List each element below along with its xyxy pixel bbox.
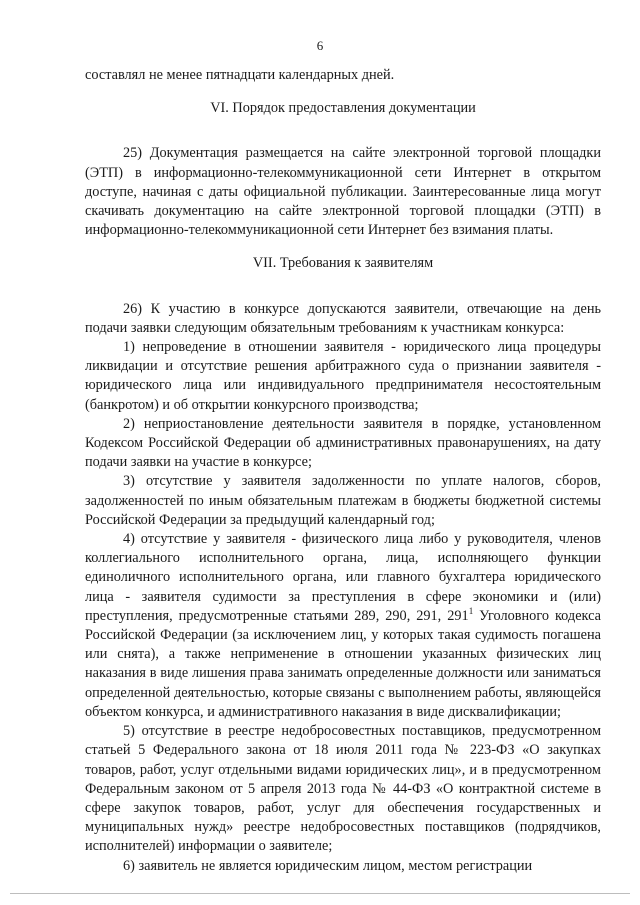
spacer [85,132,601,144]
section-7-title: VII. Требования к заявителям [252,255,434,272]
paragraph-26: 26) К участию в конкурсе допускаются заявители, отвечающие на день подачи заявки следующим обязательным требованиям к участникам конкурса: [85,300,601,336]
paragraph-25: 25) Документация размещается на сайте электронной торговой площадки (ЭТП) в информационно-телекоммуникационной сети Интернет в открытом доступе, начиная с даты официальной публикации. Заинтересованные лица могут скачивать документацию на сайте электронной торговой площадки (ЭТП) в информационно-телекоммуникационной сети Интернет без взимания платы. [85,145,601,239]
requirement-3: 3) отсутствие у заявителя задолженности по уплате налогов, сборов, задолженностей по иным обязательным платежам в бюджеты бюджетной системы Российской Федерации за предыдущий календарный год; [85,473,601,528]
scan-edge-divider [10,893,630,894]
requirement-4-part-b: Уголовного кодекса Российской Федерации (за исключением лиц, у которых такая судимость погашена или снята), а также неприменение в отношении указанных физических лиц наказания в виде лишения права занимать определенные должности или заниматься определенной деятельностью, которые связаны с выполнением работы, являющейся объектом конкурса, и административного наказания в виде дисквалификации; [85,607,601,720]
document-body [85,66,601,876]
requirement-4-part-a: 4) отсутствие у заявителя - физического лица либо у руководителя, членов коллегиального исполнительного органа, лица, исполняющего функции единоличного исполнительного органа, или главного бухгалтера юридического лица - заявителя судимости за преступления в сфере экономики и (или) преступления, предусмотренные статьями 289, 290, 291, 291 [85,531,601,624]
article-superscript: 1 [468,606,474,617]
requirement-2: 2) неприостановление деятельности заявителя в порядке, установленном Кодексом Российской Федерации об административных правонарушениях, на дату подачи заявки на участие в конкурсе; [85,415,601,471]
requirement-4 [85,530,601,722]
page-number: 6 [316,38,324,53]
intro-paragraph: составлял не менее пятнадцати календарных дней. [85,67,395,83]
requirement-5: 5) отсутствие в реестре недобросовестных поставщиков, предусмотренном статьей 5 Федерального закона от 18 июля 2011 года № 223-ФЗ «О закупках товаров, работ, услуг отдельными видами юридических лиц», и в предусмотренном Федеральным законом от 5 апреля 2013 года № 44-ФЗ «О контрактной системе в сфере закупок товаров, работ, услуг для обеспечения государственных и муниципальных нужд» реестре недобросовестных поставщиков (подрядчиков, исполнителей) информации о заявителе; [85,723,601,855]
requirement-6: 6) заявитель не является юридическим лицом, местом регистрации [123,857,533,874]
requirement-1: 1) непроведение в отношении заявителя - юридического лица процедуры ликвидации и отсутствие решения арбитражного суда о признании заявителя - юридического лица или индивидуального предпринимателя несостоятельным (банкротом) и об открытии конкурсного производства; [85,339,601,413]
section-6-title: VI. Порядок предоставления документации [210,100,476,117]
spacer [85,288,601,300]
